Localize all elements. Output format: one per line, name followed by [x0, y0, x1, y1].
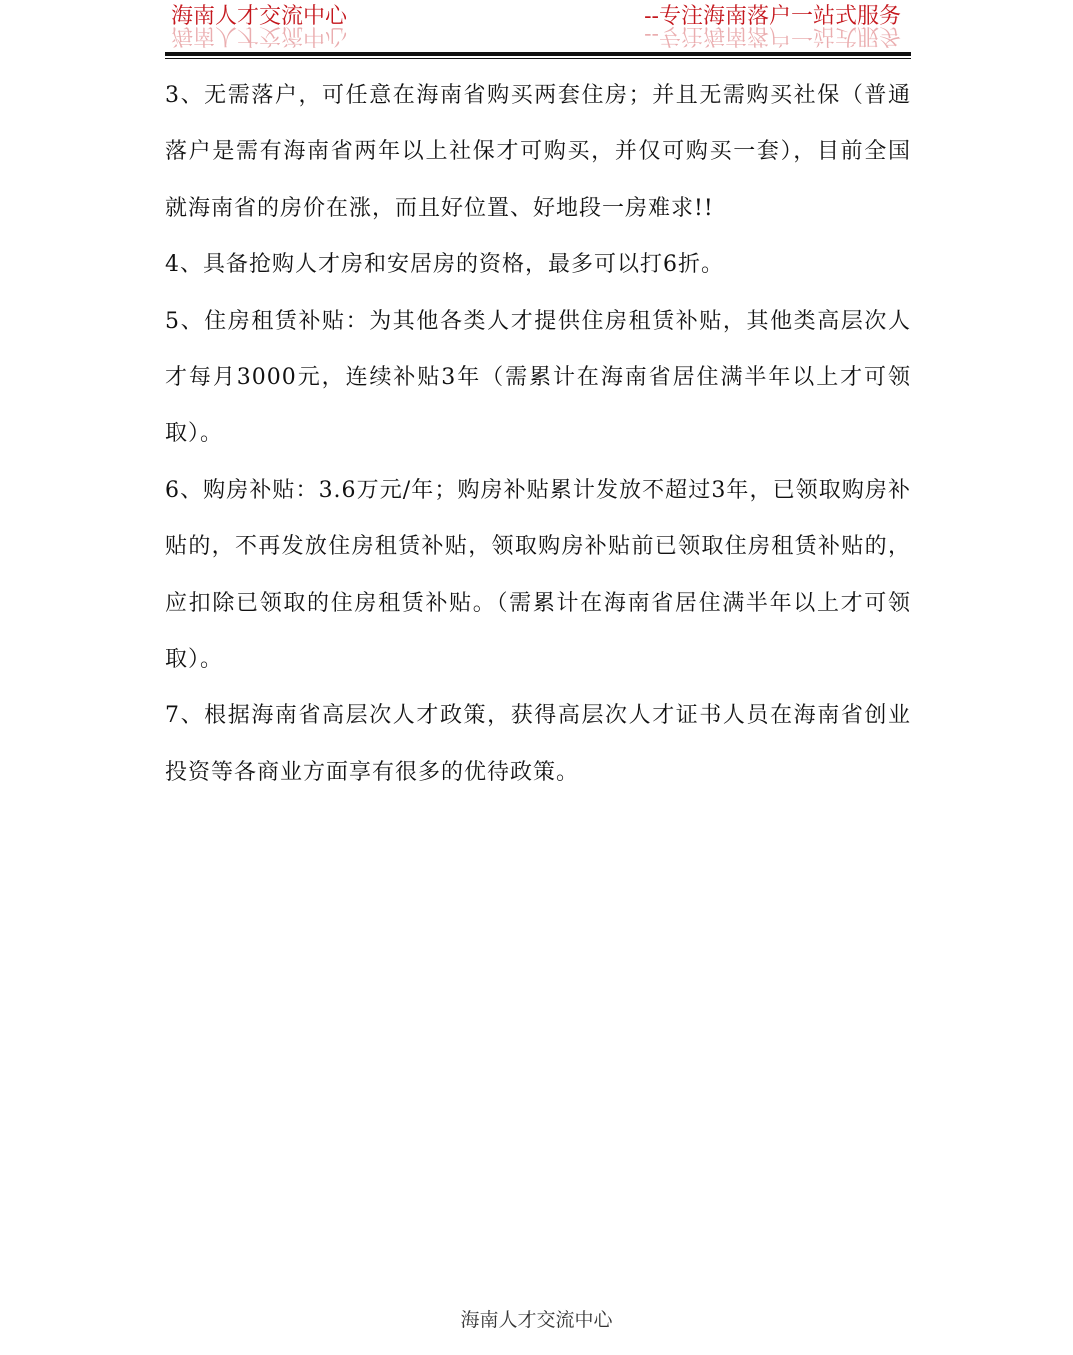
header-slogan-reflection: --专注海南落户一站式服务	[644, 23, 901, 48]
header-slogan: --专注海南落户一站式服务	[644, 4, 901, 29]
paragraph-item-4: 4、具备抢购人才房和安居房的资格，最多可以打6折。	[165, 252, 724, 278]
paragraph-item-3: 3、无需落户，可任意在海南省购买两套住房；并且无需购买社保（普通落户是需有海南省两年以上社保才可购买，并仅可购买一套），目前全国就海南省的房价在涨，而且好位置、好地段一房难求!!	[165, 83, 911, 221]
paragraph-item-5: 5、住房租赁补贴：为其他各类人才提供住房租赁补贴，其他类高层次人才每月3000元，连续补贴3年（需累计在海南省居住满半年以上才可领取）。	[165, 308, 911, 447]
header-org-name: 海南人才交流中心	[171, 4, 348, 29]
paragraph-item-6: 6、购房补贴：3.6万元/年；购房补贴累计发放不超过3年，已领取购房补贴的，不再发放住房租赁补贴，领取购房补贴前已领取住房租赁补贴的，应扣除已领取的住房租赁补贴。（需累计在海南省居住满半年以上才可领取）。	[165, 477, 911, 673]
page-header	[165, 0, 911, 62]
header-rule-thick	[165, 52, 911, 56]
header-org-name-reflection: 海南人才交流中心	[171, 23, 348, 48]
page-footer: 海南人才交流中心	[460, 1309, 613, 1331]
paragraph-item-7: 7、根据海南省高层次人才政策，获得高层次人才证书人员在海南省创业投资等各商业方面享有很多的优待政策。	[165, 703, 911, 785]
document-body	[165, 68, 911, 801]
header-rule-thin	[165, 58, 911, 59]
